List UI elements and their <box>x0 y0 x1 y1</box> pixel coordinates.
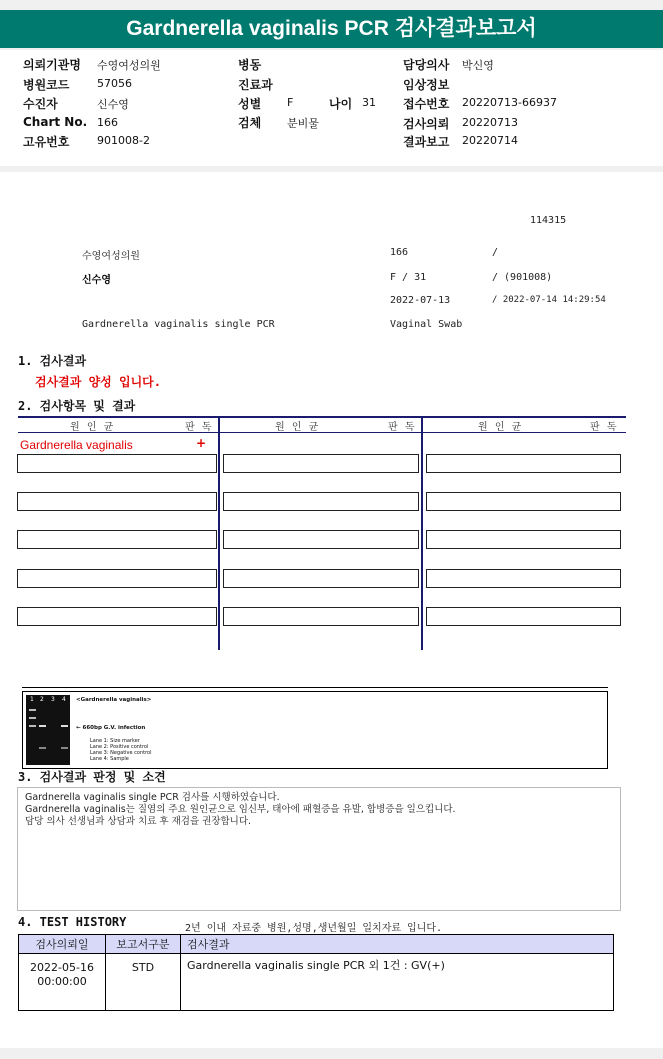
item-judgement: + <box>196 436 207 450</box>
gel-panel-rule <box>22 687 608 688</box>
header-receipt-no-value: 20220713-66937 <box>462 96 557 109</box>
result-table-divider-2 <box>421 416 423 650</box>
header-patient: 수진자 <box>23 97 58 111</box>
header-specimen-value: 분비물 <box>287 117 319 130</box>
lane-number: 3 <box>51 696 55 703</box>
result-box <box>223 569 419 588</box>
history-type: STD <box>106 954 181 1011</box>
header-chart-no: Chart No. <box>23 115 88 129</box>
history-header-row <box>19 935 614 954</box>
gel-band <box>29 709 36 711</box>
header-request-date-value: 20220713 <box>462 116 518 129</box>
history-date: 2022-05-16 <box>30 961 94 974</box>
gel-band <box>61 725 68 727</box>
header-chart-no-value: 166 <box>97 116 118 129</box>
sheet-code: 114315 <box>530 215 567 226</box>
lane-number: 1 <box>30 696 34 703</box>
history-col-type: 보고서구분 <box>106 935 181 954</box>
history-date-cell <box>19 954 106 1011</box>
gel-legend-item: Lane 3: Negative control <box>90 750 152 756</box>
result-box <box>17 569 217 588</box>
section3-heading: 3. 검사결과 판정 및 소견 <box>18 770 166 784</box>
header-hospital-name: 의뢰기관명 <box>23 58 81 72</box>
header-doctor: 담당의사 <box>403 58 450 72</box>
gel-legend-item: Lane 2: Positive control <box>90 744 149 750</box>
result-box <box>17 607 217 626</box>
sheet-specimen: Vaginal Swab <box>390 319 463 330</box>
sheet-request-date: 2022-07-13 <box>390 295 451 306</box>
result-table-divider-1 <box>218 416 220 650</box>
sheet-hospital: 수영여성의원 <box>82 251 140 262</box>
col-judgement-2: 판 독 <box>388 422 417 433</box>
sheet-id: / (901008) <box>492 272 553 283</box>
header-specimen: 검체 <box>238 116 262 130</box>
history-note: 2년 이내 자료중 병원,성명,생년월일 일치자료 입니다. <box>185 923 443 934</box>
result-box <box>223 492 419 511</box>
result-box <box>426 569 621 588</box>
header-hospital-code: 병원코드 <box>23 78 70 92</box>
history-col-date: 검사의뢰일 <box>19 935 106 954</box>
gel-band <box>39 725 46 727</box>
lane-number: 2 <box>40 696 44 703</box>
item-organism-name: Gardnerella vaginalis <box>20 438 133 452</box>
result-box <box>223 454 419 473</box>
header-report-date: 결과보고 <box>403 135 450 149</box>
col-organism-2: 원 인 균 <box>275 422 321 433</box>
history-table <box>18 934 614 1011</box>
result-box <box>17 454 217 473</box>
gel-band <box>29 725 36 727</box>
result-box <box>223 607 419 626</box>
header-unique-no-value: 901008-2 <box>97 134 150 147</box>
result-box <box>426 530 621 549</box>
gel-electrophoresis-image <box>26 695 70 765</box>
section2-heading: 2. 검사항목 및 결과 <box>18 399 136 413</box>
header-patient-value: 신수영 <box>97 98 129 111</box>
sheet-patient: 신수영 <box>82 275 111 286</box>
header-hospital-code-value: 57056 <box>97 77 132 90</box>
result-box <box>17 492 217 511</box>
gel-marker-label: ← 660bp G.V. infection <box>76 725 146 731</box>
header-hospital-name-value: 수영여성의원 <box>97 59 161 72</box>
sheet-test-name: Gardnerella vaginalis single PCR <box>82 319 275 330</box>
header-request-date: 검사의뢰 <box>403 117 450 131</box>
sheet-report-datetime: / 2022-07-14 14:29:54 <box>492 295 606 305</box>
sheet-sex-age: F / 31 <box>390 272 427 283</box>
gel-band <box>29 717 36 719</box>
sheet-slash: / <box>492 247 499 258</box>
header-age: 나이 <box>329 97 353 111</box>
col-organism-3: 원 인 균 <box>478 422 524 433</box>
header-clinical-info: 임상정보 <box>403 78 450 92</box>
history-col-result: 검사결과 <box>181 935 614 954</box>
finding-line: 담당 의사 선생님과 상담과 치료 후 재검을 권장합니다. <box>25 816 252 827</box>
result-box <box>426 454 621 473</box>
findings-box <box>17 787 621 911</box>
gel-band <box>39 747 46 749</box>
header-unique-no: 고유번호 <box>23 135 70 149</box>
section1-heading: 1. 검사결과 <box>18 354 87 368</box>
gel-title: <Gardnerella vaginalis> <box>76 697 152 703</box>
history-result: Gardnerella vaginalis single PCR 외 1건 : GV(+) <box>181 954 614 1011</box>
col-judgement-1: 판 독 <box>185 422 214 433</box>
finding-line: Gardnerella vaginalis single PCR 검사를 시행하였습니다. <box>25 792 280 803</box>
header-receipt-no: 접수번호 <box>403 97 450 111</box>
result-box <box>17 530 217 549</box>
report-header <box>0 50 663 166</box>
col-judgement-3: 판 독 <box>590 422 619 433</box>
header-sex: 성별 <box>238 97 262 111</box>
sheet-chart: 166 <box>390 247 409 258</box>
table-row <box>19 954 614 1011</box>
report-title: Gardnerella vaginalis PCR 검사결과보고서 <box>0 10 663 48</box>
section4-heading: 4. TEST HISTORY <box>18 915 127 929</box>
gel-band <box>61 747 68 749</box>
result-box <box>223 530 419 549</box>
finding-line: Gardnerella vaginalis는 질염의 주요 원인균으로 임신부, 태아에 패혈증을 유발, 합병증을 일으킵니다. <box>25 804 456 815</box>
gel-legend-item: Lane 4: Sample <box>90 756 129 762</box>
gel-legend-item: Lane 1: Size marker <box>90 738 140 744</box>
col-organism-1: 원 인 균 <box>70 422 116 433</box>
result-box <box>426 492 621 511</box>
gel-panel <box>22 691 608 769</box>
lane-number: 4 <box>62 696 66 703</box>
result-box <box>426 607 621 626</box>
header-sex-value: F <box>287 96 294 109</box>
header-ward: 병동 <box>238 58 262 72</box>
header-doctor-value: 박신영 <box>462 59 494 72</box>
header-department: 진료과 <box>238 78 273 92</box>
section1-result: 검사결과 양성 입니다. <box>35 375 162 389</box>
history-time: 00:00:00 <box>37 975 87 988</box>
header-report-date-value: 20220714 <box>462 134 518 147</box>
header-age-value: 31 <box>362 96 376 109</box>
